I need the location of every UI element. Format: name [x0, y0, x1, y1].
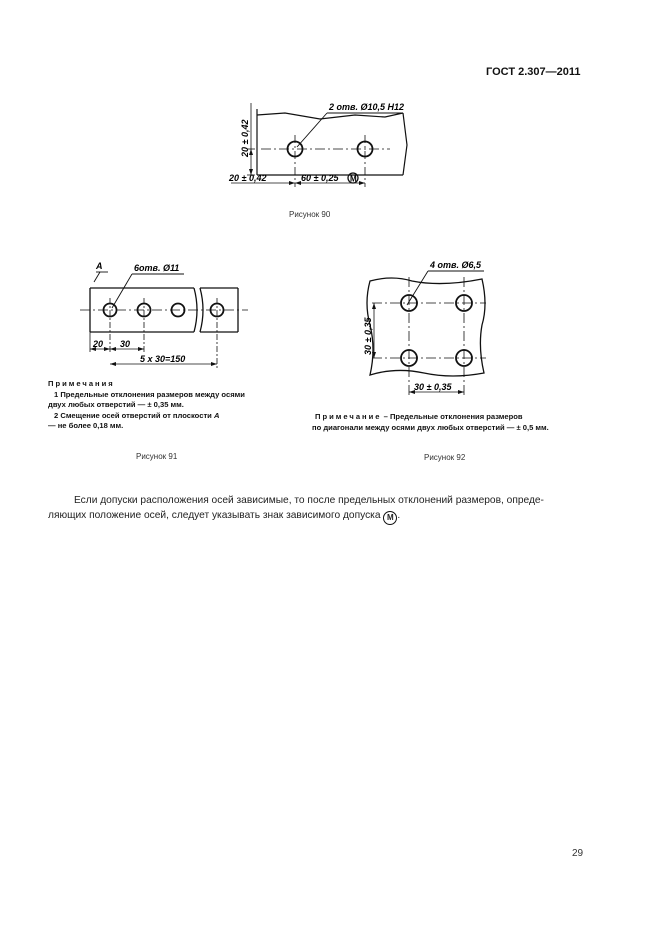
note-1-line-2: двух любых отверстий — ± 0,35 мм.: [48, 400, 184, 409]
figure-91-caption: Рисунок 91: [136, 452, 178, 461]
fig91-dim-total: 5 x 30=150: [140, 354, 186, 364]
fig91-datum-label: А: [96, 261, 103, 271]
fig92-dim-vertical: 30 ± 0,35: [363, 317, 373, 355]
note-line-1: – Предельные отклонения размеров: [381, 412, 523, 421]
note-title: Примечание: [315, 412, 382, 421]
fig90-holes-label: 2 отв. Ø10,5 H12: [329, 102, 404, 112]
fig90-dim-spacing: 60 ± 0,25: [301, 173, 339, 183]
figure-90-drawing: [225, 95, 425, 195]
fig91-dim-second: 30: [120, 339, 131, 349]
figure-92-note: [312, 412, 602, 433]
figure-92-caption: Рисунок 92: [424, 453, 466, 462]
figure-92-drawing: [352, 255, 502, 405]
note-2-line-2: — не более 0,18 мм.: [48, 421, 124, 430]
figure-91-drawing: [76, 258, 276, 370]
standard-designation: ГОСТ 2.307—2011: [486, 66, 581, 78]
paragraph-line-1: Если допуски расположения осей зависимые, то после предельных отклонений размеров, опреде-: [74, 495, 544, 506]
note-1-line-1: 1 Предельные отклонения размеров между осями: [54, 389, 245, 399]
notes-title: Примечания: [48, 379, 115, 388]
fig90-mmc-symbol: M: [350, 174, 357, 184]
body-paragraph: [48, 494, 608, 525]
fig90-dim-left: 20 ± 0,42: [229, 173, 267, 183]
figure-90-caption: Рисунок 90: [289, 210, 331, 219]
figure-91-notes: [48, 379, 288, 432]
part-top-break: [257, 113, 403, 119]
paragraph-line-2: ляющих положение осей, следует указывать знак зависимого допуска M .: [48, 509, 608, 525]
fig92-dim-horizontal: 30 ± 0,35: [414, 382, 452, 392]
fig91-dim-first: 20: [93, 339, 104, 349]
note-line-2: по диагонали между осями двух любых отверстий — ± 0,5 мм.: [312, 422, 549, 432]
page-number: 29: [572, 848, 584, 859]
note-2-line-1: 2 Смещение осей отверстий от плоскости А: [54, 410, 220, 420]
fig92-holes-label: 4 отв. Ø6,5: [430, 260, 481, 270]
mmc-symbol: M: [383, 511, 397, 525]
fig90-dim-vertical: 20 ± 0,42: [240, 119, 250, 157]
part-right-break: [403, 113, 407, 175]
fig91-holes-label: 6отв. Ø11: [134, 263, 180, 273]
note-2-datum: А: [213, 410, 220, 420]
part-outline: [367, 278, 485, 376]
